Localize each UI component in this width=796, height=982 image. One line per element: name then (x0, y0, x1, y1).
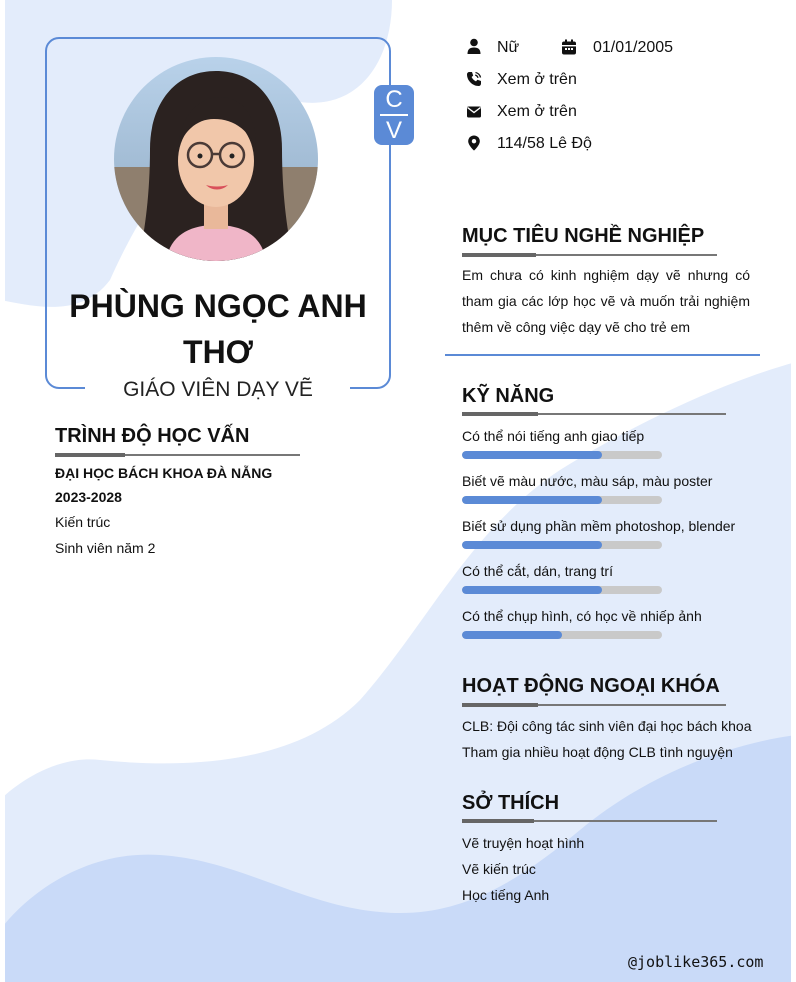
education-title: TRÌNH ĐỘ HỌC VẤN (55, 425, 250, 447)
education-school: ĐẠI HỌC BÁCH KHOA ĐÀ NẴNG (55, 465, 273, 481)
profile-photo (114, 57, 318, 261)
hobby-item: Vẽ kiến trúc (462, 861, 536, 877)
skill-bar-fill (462, 586, 602, 594)
skill-label: Có thể nói tiếng anh giao tiếp (462, 428, 645, 444)
objective-title: MỤC TIÊU NGHỀ NGHIỆP (462, 225, 705, 247)
phone-icon (466, 71, 482, 87)
hobbies-title: SỞ THÍCH (462, 792, 560, 814)
skill-bar (462, 631, 662, 639)
birthday-value: 01/01/2005 (593, 39, 674, 56)
section-divider (445, 354, 760, 356)
education-title-rule (55, 454, 300, 456)
calendar-icon (561, 39, 577, 55)
objective-title-rule (462, 254, 717, 256)
email-value: Xem ở trên (497, 103, 577, 120)
map-pin-icon (466, 135, 482, 151)
skill-label: Biết vẽ màu nước, màu sáp, màu poster (462, 473, 713, 489)
activity-item: CLB: Đội công tác sinh viên đại học bách khoa (462, 718, 752, 734)
hobbies-title-rule (462, 820, 717, 822)
footer-watermark: @joblike365.com (628, 953, 764, 971)
cv-badge (374, 85, 414, 145)
education-years: 2023-2028 (55, 489, 122, 505)
activities-title-rule (462, 704, 726, 706)
education-major: Kiến trúc (55, 514, 111, 530)
hobby-item: Học tiếng Anh (462, 887, 550, 903)
skill-label: Có thể chụp hình, có học về nhiếp ảnh (462, 608, 702, 624)
skill-bar (462, 541, 662, 549)
skill-label: Biết sử dụng phần mềm photoshop, blender (462, 518, 736, 534)
skill-bar-fill (462, 631, 562, 639)
skills-title: KỸ NĂNG (462, 385, 555, 407)
address-value: 114/58 Lê Độ (497, 135, 592, 152)
envelope-icon (466, 104, 482, 120)
skill-bar (462, 586, 662, 594)
job-title: GIÁO VIÊN DẠY VẼ (123, 378, 313, 401)
person-icon (466, 38, 482, 54)
phone-value: Xem ở trên (497, 71, 577, 88)
cv-badge-c: C (385, 86, 403, 113)
activities-title: HOẠT ĐỘNG NGOẠI KHÓA (462, 675, 720, 697)
skill-bar (462, 451, 662, 459)
skill-bar-fill (462, 541, 602, 549)
skill-bar (462, 496, 662, 504)
objective-text: Em chưa có kinh nghiệm dạy vẽ nhưng có tham gia các lớp học vẽ và muốn trải nghiệm thêm về công việc dạy vẽ cho trẻ em (462, 267, 750, 335)
skill-bar-fill (462, 451, 602, 459)
hobby-item: Vẽ truyện hoạt hình (462, 835, 585, 851)
skill-label: Có thể cắt, dán, trang trí (462, 563, 613, 579)
candidate-name: PHÙNG NGỌC ANH THƠ (69, 288, 367, 370)
gender-value: Nữ (497, 39, 520, 56)
skill-bar-fill (462, 496, 602, 504)
skills-title-rule (462, 413, 726, 415)
activity-item: Tham gia nhiều hoạt động CLB tình nguyện (462, 744, 733, 760)
education-status: Sinh viên năm 2 (55, 540, 156, 556)
cv-badge-v: V (385, 117, 402, 144)
